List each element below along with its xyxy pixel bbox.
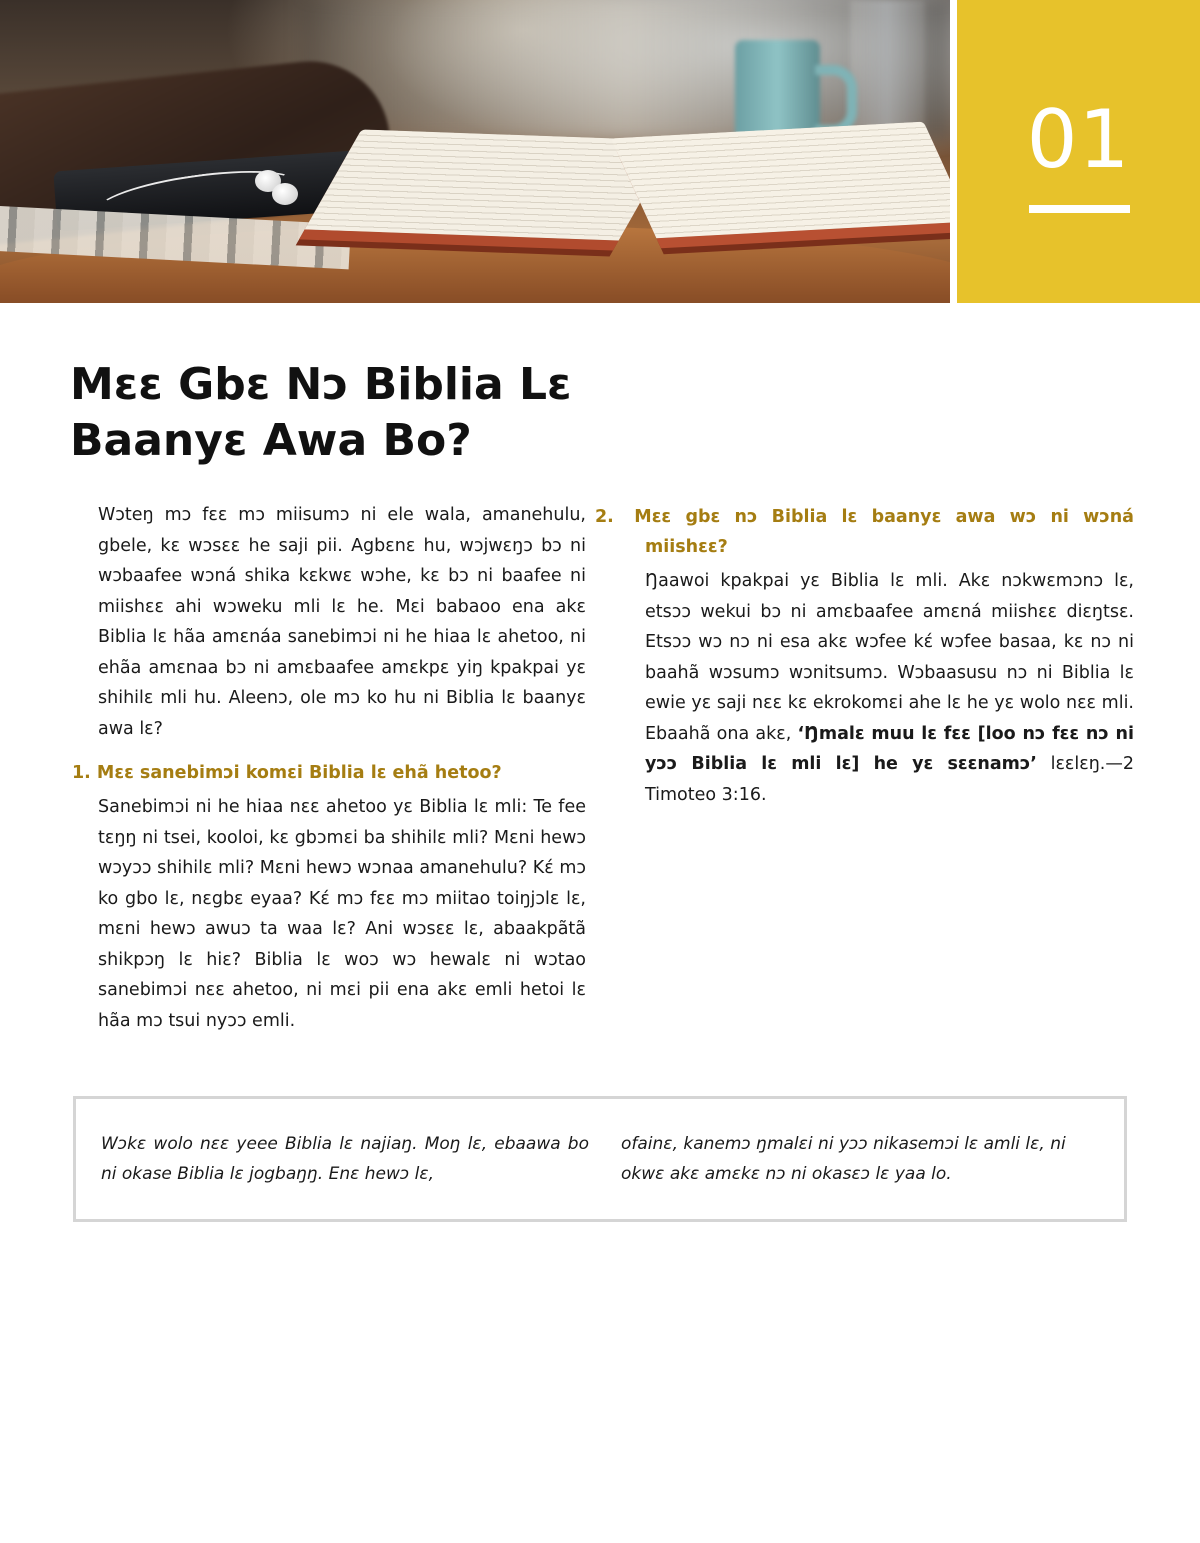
intro-paragraph: [98, 500, 586, 744]
note-box: [73, 1096, 1127, 1222]
answer-2: [620, 566, 1134, 810]
question-2-heading: 2. Mɛɛ gbɛ nɔ Biblia lɛ baanyɛ awa wɔ ni wɔná miishɛɛ?: [595, 507, 1134, 557]
lesson-badge: [957, 0, 1200, 303]
open-bible: [330, 120, 950, 260]
note-left-text: Wɔkɛ wolo nɛɛ yeee Biblia lɛ najiaŋ. Moŋ lɛ, ebaawa bo ni okase Biblia lɛ jogbaŋŋ. Enɛ hewɔ lɛ,: [101, 1134, 589, 1184]
question-2-column: [595, 502, 1134, 810]
badge-underline: [1029, 205, 1130, 213]
hero-photo: [0, 0, 950, 303]
question-1-heading: [72, 758, 592, 788]
earbud-icon: [272, 183, 298, 205]
page-title: Mɛɛ Gbɛ Nɔ Biblia Lɛ Baanyɛ Awa Bo?: [70, 359, 572, 466]
question-1-text: Mɛɛ sanebimɔi komɛi Biblia lɛ ehã hetoo?: [96, 763, 502, 783]
answer-1-text: Sanebimɔi ni he hiaa nɛɛ ahetoo yɛ Biblia lɛ mli: Te fee tɛŋŋ ni tsei, kooloi, kɛ gbɔmɛi ba shihilɛ mli? Mɛni hewɔ wɔyɔɔ shihilɛ mli? Mɛni hewɔ wɔnaa amanehulu? Kɛ́ mɔ ko gbo lɛ, nɛgbɛ eyaa? Kɛ́ mɔ fɛɛ mɔ miitao toiŋjɔlɛ lɛ, mɛni hewɔ awuɔ ta waa lɛ? Ani wɔsɛɛ lɛ, abaakpãtã shikpɔŋ lɛ hiɛ? Biblia lɛ woɔ wɔ hewalɛ ni wɔtao sanebimɔi nɛɛ ahetoo, ni mɛi pii ena akɛ emli hetoi lɛ hãa mɔ tsui nyɔɔ emli.: [98, 797, 586, 1031]
bible-right-page: [611, 122, 950, 239]
note-right-text: ofainɛ, kanemɔ ŋmalɛi ni yɔɔ nikasemɔi lɛ amli lɛ, ni okwɛ akɛ amɛkɛ nɔ ni okasɛɔ lɛ yaa lo.: [621, 1134, 1066, 1184]
question-1-number: 1.: [72, 763, 91, 783]
scripture-quote: ‘Ŋmalɛ muu lɛ fɛɛ [loo nɔ fɛɛ nɔ ni yɔɔ Biblia lɛ mli lɛ] he yɛ sɛɛnamɔ’: [645, 723, 1134, 774]
question-2-text: Mɛɛ gbɛ nɔ Biblia lɛ baanyɛ awa wɔ ni wɔná miishɛɛ?: [634, 507, 1134, 557]
question-1: [72, 758, 592, 788]
answer-2-text: Ŋaawoi kpakpai yɛ Biblia lɛ mli. Akɛ nɔkwɛmɔnɔ lɛ, etsɔɔ wekui bɔ ni amɛbaafee amɛná miishɛɛ diɛŋtsɛ. Etsɔɔ wɔ nɔ ni esa akɛ wɔfee kɛ́ wɔfee basaa, kɛ nɔ ni baahã wɔsumɔ wɔnitsumɔ. Wɔbaasusu nɔ ni Biblia lɛ ewie yɛ saji nɛɛ kɛ ekrokomɛi ahe lɛ he yɛ wolo nɛɛ mli. Ebaahã ona akɛ,: [645, 571, 1134, 744]
intro-text: Wɔteŋ mɔ fɛɛ mɔ miisumɔ ni ele wala, amanehulu, gbele, kɛ wɔsɛɛ he saji pii. Agbɛnɛ hu, wɔjwɛŋɔ bɔ ni wɔbaafee wɔná shika kɛkwɛ wɔhe, kɛ bɔ ni baafee ni miishɛɛ ahi wɔweku mli lɛ he. Mɛi babaoo ena akɛ Biblia lɛ hãa amɛnáa sanebimɔi ni he hiaa lɛ ahetoo, ni ehãa amɛnaa bɔ ni amɛbaafee amɛkpɛ yiŋ kpakpai yɛ shihilɛ mli hu. Aleenɔ, ole mɔ ko hu ni Biblia lɛ baanyɛ awa lɛ?: [98, 505, 586, 739]
lesson-number: 01: [1026, 93, 1131, 186]
answer-1: [98, 792, 586, 1036]
scripture-citation: lɛɛlɛŋ.—2 Timoteo 3:16.: [645, 754, 1134, 805]
